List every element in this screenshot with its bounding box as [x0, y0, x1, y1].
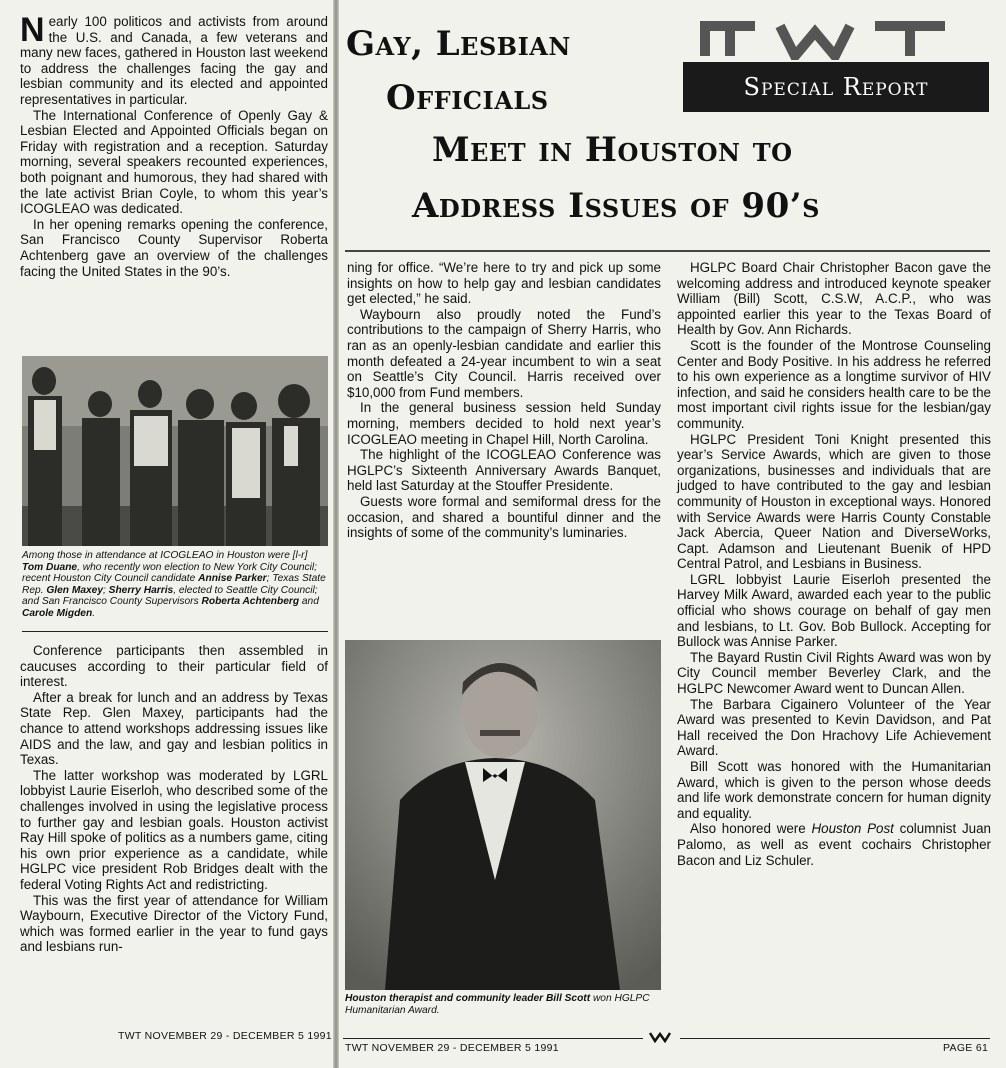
- column-1-continued: [20, 643, 328, 955]
- twt-logo: [695, 12, 975, 60]
- footer-left: TWT NOVEMBER 29 - DECEMBER 5 1991: [118, 1030, 332, 1042]
- page-number: PAGE 61: [943, 1042, 989, 1054]
- paragraph: HGLPC Board Chair Christopher Bacon gave the welcoming address and introduced keynote speaker William (Bill) Scott, C.S.W, A.C.P., who was appointed earlier this year to the Texas Board of Health by Gov. Ann Richards.: [677, 260, 991, 338]
- footer-logo-icon: [648, 1031, 674, 1043]
- paragraph: This was the first year of attendance for William Waybourn, Executive Director of the Victory Fund, which was formed earlier in the year to fund gays and lesbians run-: [20, 892, 328, 955]
- headline-line-3: Meet in Houston to: [432, 130, 793, 170]
- headline-line-1: Gay, Lesbian: [346, 24, 571, 64]
- page-gutter: [333, 0, 339, 1068]
- group-photo: [22, 356, 328, 546]
- bill-scott-caption: Houston therapist and community leader Bill Scott won HGLPC Humanitarian Award.: [345, 993, 650, 1016]
- paragraph: The latter workshop was moderated by LGRL lobbyist Laurie Eiserloh, who described some of the challenges involved in using the legislative process to further gay and lesbian goals. Houston activist Ray Hill spoke of politics as a numbers game, citing his own prior experience as a candidate, while HGLPC vice president Rob Bridges dealt with the federal Voting Rights Act and redistricting.: [20, 767, 328, 892]
- footer-rule-left: [343, 1038, 643, 1039]
- paragraph: Bill Scott was honored with the Humanitarian Award, which is given to the person whose deeds and life work demonstrate concern for human dignity and equality.: [677, 759, 991, 821]
- column-1: [20, 11, 328, 279]
- bill-scott-illustration: [345, 640, 661, 990]
- paragraph: The Bayard Rustin Civil Rights Award was won by City Council member Beverley Clark, and the HGLPC Newcomer Award went to Duncan Allen.: [677, 649, 991, 697]
- paragraph: Conference participants then assembled in caucuses according to their particular field of interest.: [20, 643, 328, 690]
- bill-scott-photo: [345, 640, 661, 990]
- column-2: [347, 260, 661, 541]
- paragraph: Guests wore formal and semiformal dress for the occasion, and shared a bountiful dinner and the insights of some of the community’s luminaries.: [347, 493, 661, 541]
- paragraph: The Barbara Cigainero Volunteer of the Year Award was presented to Kevin Davidson, and Pat Hall received the Don Hrachovy Life Achievement Award.: [677, 696, 991, 759]
- footer-center: TWT NOVEMBER 29 - DECEMBER 5 1991: [345, 1042, 559, 1054]
- group-photo-illustration: [22, 356, 328, 546]
- special-report-banner: Special Report: [683, 62, 989, 112]
- paragraph: HGLPC President Toni Knight presented this year’s Service Awards, which are given to those organizations, businesses and individuals that are judged to have contributed to the gay and lesbian community of Houston in exceptional ways. Honored with Service Awards were Harris County Constable Jack Abercia, Queer Nation and DiverseWorks, Capt. Adamson and Lieutenant Buenik of HPD Central Patrol, and Lesbians in Business.: [677, 431, 991, 572]
- headline-rule: [345, 250, 990, 252]
- group-photo-caption: Among those in attendance at ICOGLEAO in Houston were [l-r] Tom Duane, who recently won election to New York City Council; recent Houston City Council candidate Annise Parker; Texas State Rep. Glen Maxey; Sherry Harris, elected to Seattle City Council; and San Francisco County Supervisors Roberta Achtenberg and Carole Migden.: [22, 550, 326, 619]
- paragraph: In her opening remarks opening the conference, San Francisco County Supervisor Roberta Achtenberg gave an overview of the challenges facing the United States in the 90’s.: [20, 216, 328, 279]
- paragraph: In the general business session held Sunday morning, members decided to hold next year’s ICOGLEAO meeting in Chapel Hill, North Carolina.: [347, 400, 661, 447]
- paragraph: After a break for lunch and an address by Texas State Rep. Glen Maxey, participants had the chance to attend workshops addressing issues like AIDS and the law, and gay and lesbian politics in Texas.: [20, 689, 328, 768]
- paragraph: Also honored were Houston Post columnist Juan Palomo, as well as event cochairs Christopher Bacon and Liz Schuler.: [677, 821, 991, 868]
- paragraph: ning for office. “We’re here to try and pick up some insights on how to help gay and lesbian candidates get elected,” he said.: [347, 260, 661, 307]
- paragraph: Scott is the founder of the Montrose Counseling Center and Body Positive. In his address he referred to his own experience as a longtime survivor of HIV infection, and said he considers health care to be the most important civil rights issue for the lesbian/gay community.: [677, 337, 991, 431]
- footer-rule-right: [680, 1038, 990, 1039]
- headline-line-2: Officials: [386, 78, 549, 118]
- paragraph: LGRL lobbyist Laurie Eiserloh presented the Harvey Milk Award, awarded each year to the public official who shows courage on behalf of gay men and lesbians, to Lt. Gov. Bob Bullock. Accepting for Bullock was Annise Parker.: [677, 571, 991, 650]
- caption-rule: [22, 631, 328, 632]
- headline-line-4: Address Issues of 90’s: [412, 186, 820, 226]
- column-3: [677, 260, 991, 868]
- lead-paragraph: Nearly 100 politicos and activists from around the U.S. and Canada, a few veterans and many new faces, gathered in Houston last weekend to address the challenges facing the gay and lesbian community and its elected and appointed representatives in particular.: [20, 11, 328, 107]
- paragraph: The International Conference of Openly Gay & Lesbian Elected and Appointed Officials began on Friday with registration and a reception. Saturday morning, several speakers recounted experiences, both poignant and humorous, they had shared with the late activist Brian Coyle, to whom this year’s ICOGLEAO was dedicated.: [20, 107, 328, 217]
- paragraph: Waybourn also proudly noted the Fund’s contributions to the campaign of Sherry Harris, who ran as an openly-lesbian candidate and earlier this month defeated a 24-year incumbent to win a seat on Seattle’s City Council. Harris received over $10,000 from Fund members.: [347, 306, 661, 400]
- drop-cap: N: [20, 11, 45, 49]
- paragraph: The highlight of the ICOGLEAO Conference was HGLPC’s Sixteenth Anniversary Awards Banquet, held last Saturday at the Stouffer Presidente.: [347, 447, 661, 494]
